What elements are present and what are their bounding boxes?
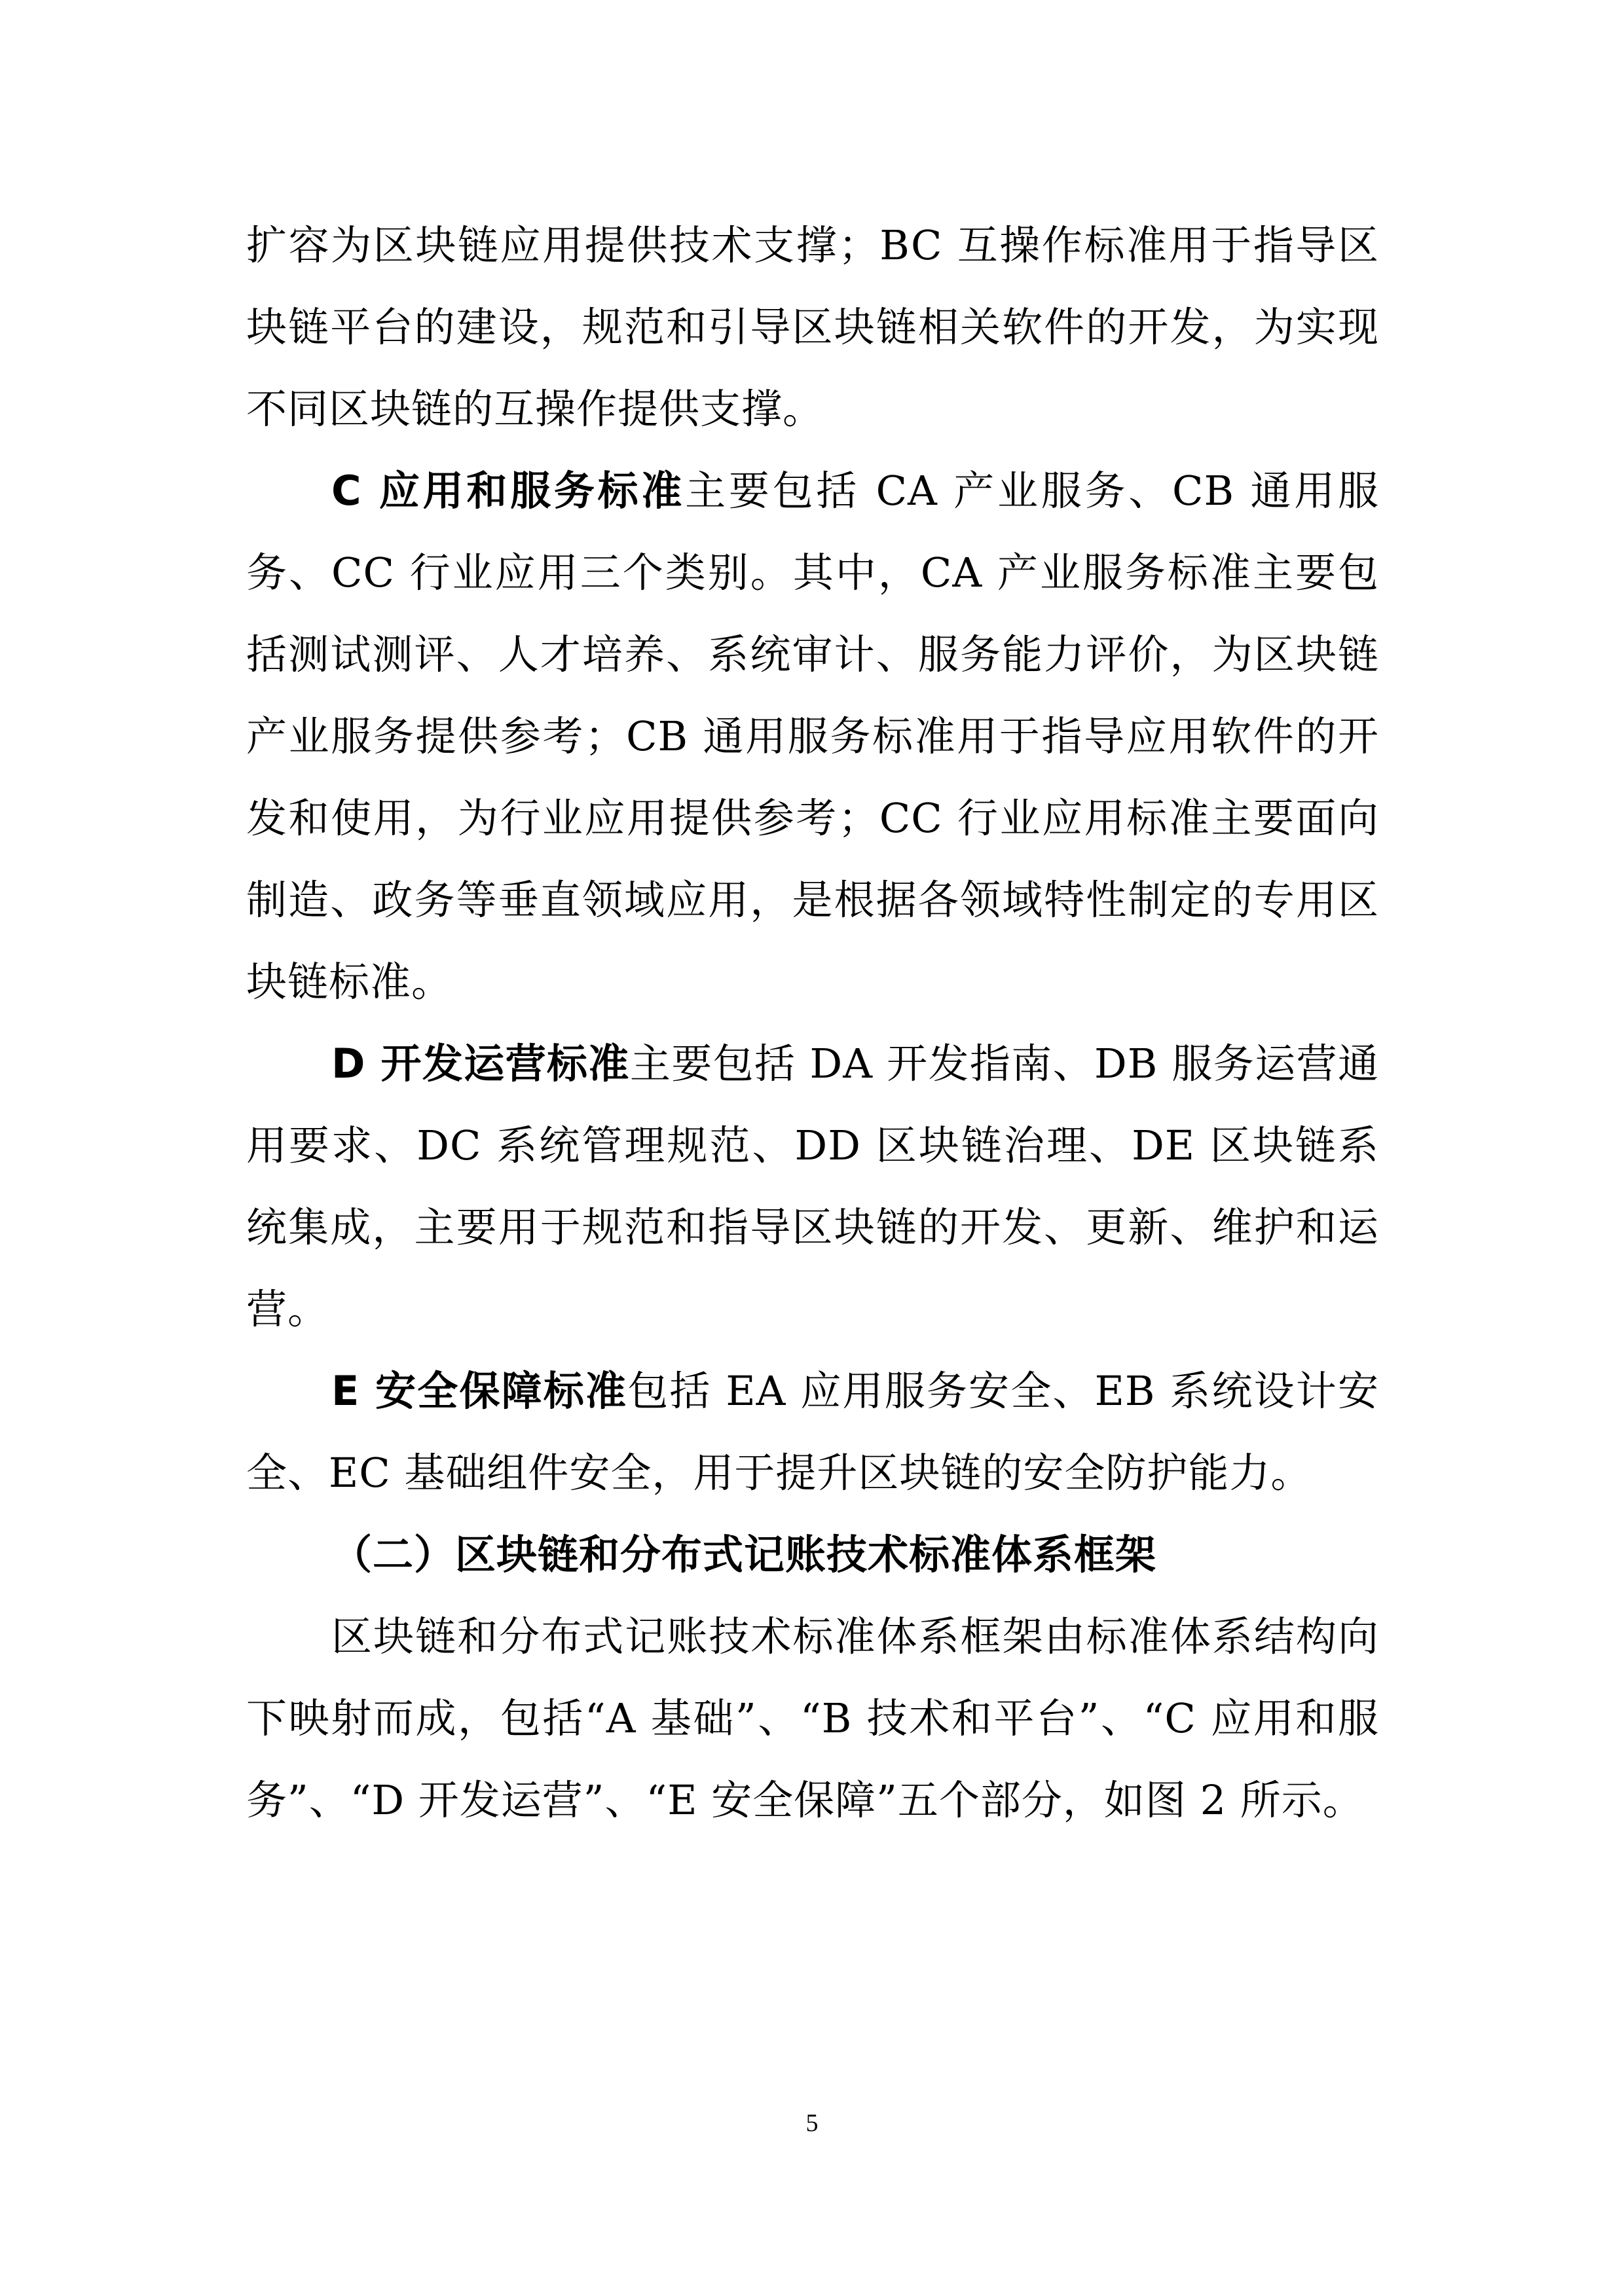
body-text	[246, 204, 1379, 1841]
paragraph-text: 包括 EA 应用服务安全、EB 系统设计安全、EC 基础组件安全，用于提升区块链的安全防护能力。	[246, 1367, 1379, 1497]
paragraph-d-dev-operation	[246, 1023, 1379, 1350]
paragraph-lead-term: D 开发运营标准	[331, 1040, 630, 1087]
section-heading: （二）区块链和分布式记账技术标准体系框架	[331, 1531, 1157, 1578]
paragraph-text: 扩容为区块链应用提供技术支撑；BC 互操作标准用于指导区块链平台的建设，规范和引导区块链相关软件的开发，为实现不同区块链的互操作提供支撑。	[246, 221, 1379, 433]
paragraph-lead-term: C 应用和服务标准	[331, 467, 686, 515]
paragraph-bc-interop	[246, 204, 1379, 450]
paragraph-lead-term: E 安全保障标准	[331, 1367, 628, 1415]
page-number: 5	[805, 2109, 819, 2137]
paragraph-text: 主要包括 CA 产业服务、CB 通用服务、CC 行业应用三个类别。其中，CA 产业服务标准主要包括测试测评、人才培养、系统审计、服务能力评价，为区块链产业服务提供参考；CB 通用服务标准用于指导应用软件的开发和使用，为行业应用提供参考；CC 行业应用标准主要面向制造、政务等垂直领域应用，是根据各领域特性制定的专用区块链标准。	[246, 467, 1379, 1006]
paragraph-text: 主要包括 DA 开发指南、DB 服务运营通用要求、DC 系统管理规范、DD 区块链治理、DE 区块链系统集成，主要用于规范和指导区块链的开发、更新、维护和运营。	[246, 1040, 1379, 1333]
paragraph-framework: 区块链和分布式记账技术标准体系框架由标准体系结构向下映射而成，包括“A 基础”、“B 技术和平台”、“C 应用和服务”、“D 开发运营”、“E 安全保障”五个部分，如图 2 所示。	[246, 1613, 1379, 1824]
paragraph-c-application-service	[246, 450, 1379, 1023]
paragraph-e-security	[246, 1350, 1379, 1514]
